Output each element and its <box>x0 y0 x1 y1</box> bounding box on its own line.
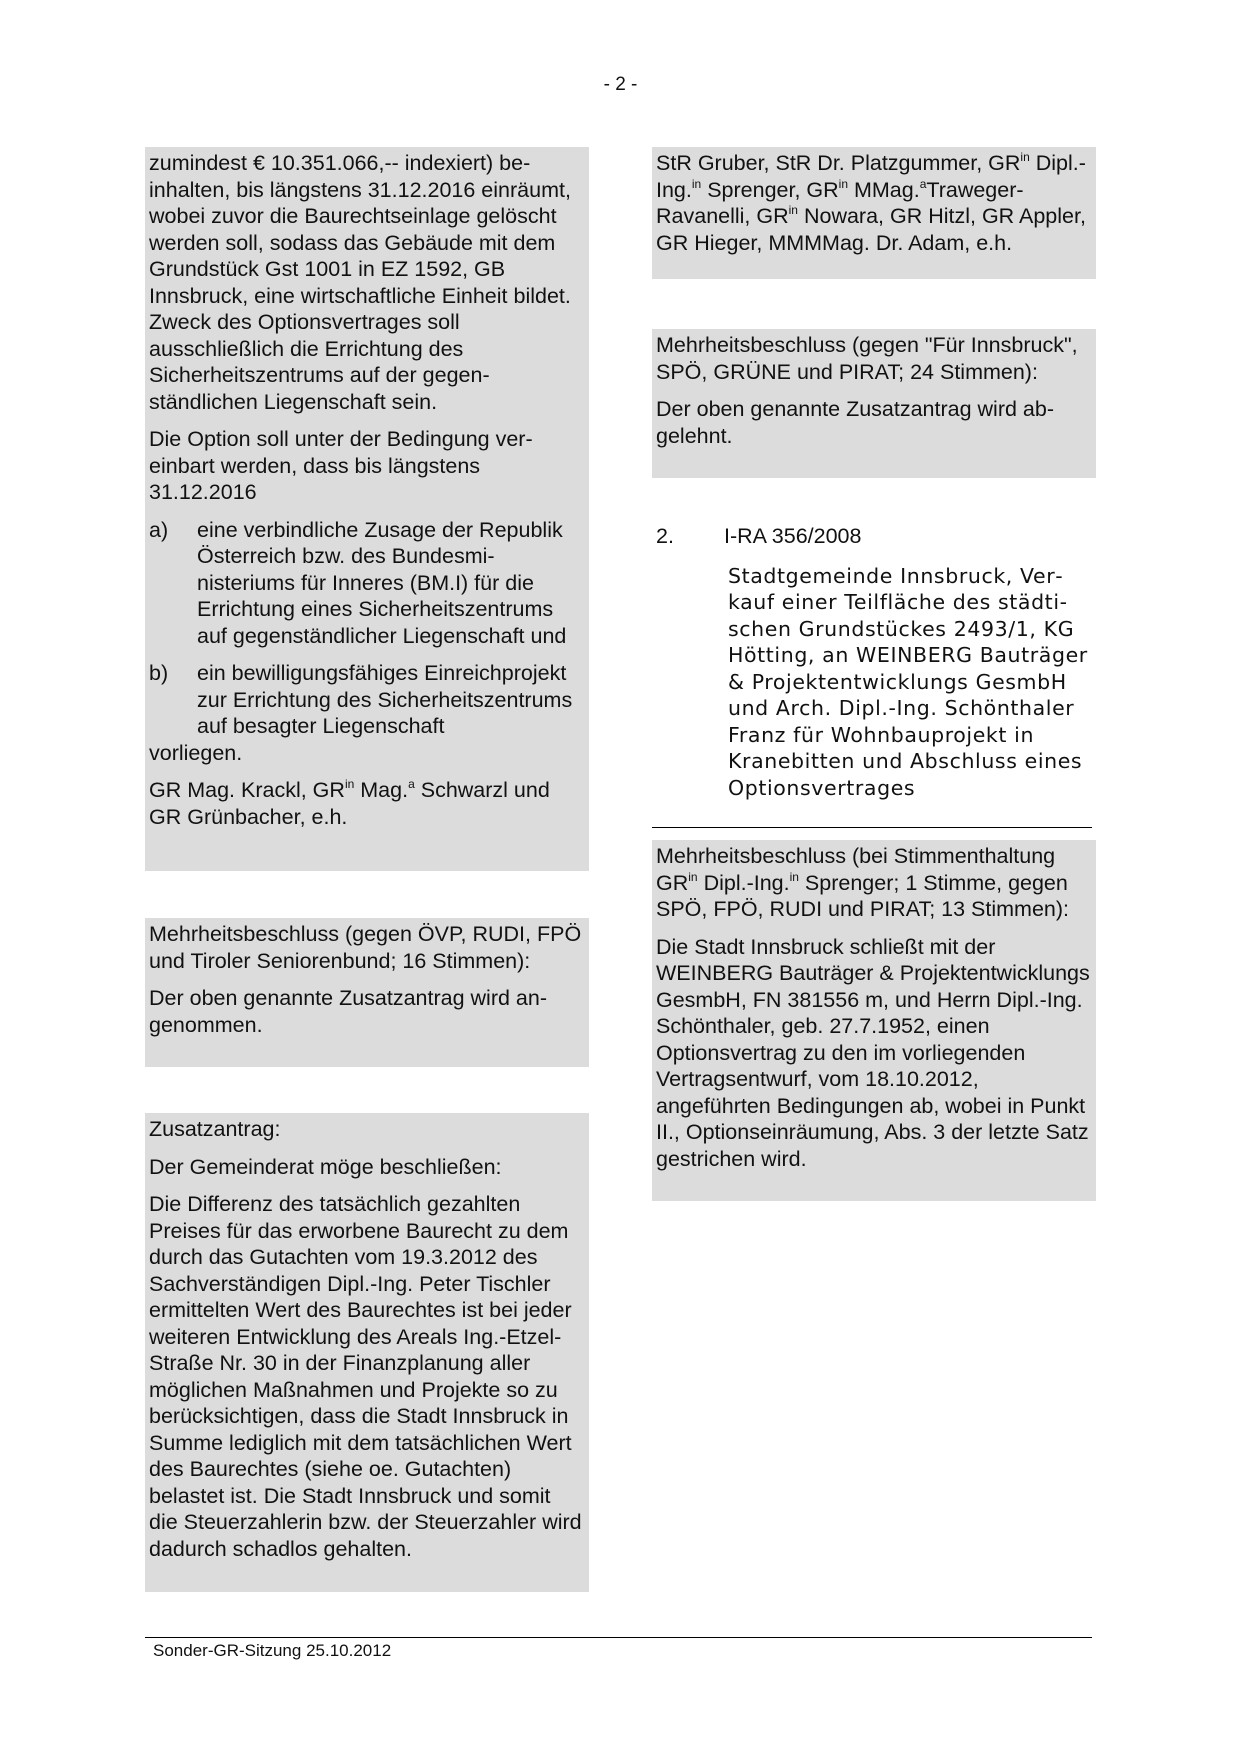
resolution-vote: Mehrheitsbeschluss (gegen ÖVP, RUDI, FPÖ und Tiroler Seniorenbund; 16 Stimmen): <box>149 922 582 973</box>
resolution-vote: Mehrheitsbeschluss (gegen "Für Innsbruck", SPÖ, GRÜNE und PIRAT; 24 Stimmen): <box>656 333 1078 384</box>
list-label: a) <box>149 517 169 542</box>
additional-motion-text: Die Differenz des tatsächlich gezahlten Preises für das erworbene Baurecht zu dem durch das Gutachten vom 19.3.2012 des Sachverständigen Dipl.-Ing. Peter Tischler ermittelten Wert des Baurechtes ist bei jeder weiteren Entwicklung des Areals Ing.-Etzel-Straße Nr. 30 in der Finanzplanung aller möglichen Maßnahmen und Projekte so zu berücksichtigen, dass die Stadt Innsbruck in Summe lediglich mit dem tatsächlichen Wert des Baurechtes (siehe oe. Gutachten) belastet ist. Die Stadt Innsbruck und somit die Steuerzahlerin bzw. der Steuerzahler wird dadurch schadlos gehalten. <box>149 1192 582 1561</box>
list-label: b) <box>149 661 169 685</box>
right-decision-block <box>652 840 1096 1201</box>
motion-paragraph: zumindest € 10.351.066,-- indexiert) beinhalten, bis längstens 31.12.2016 einräumt, wobei zuvor die Baurechtseinlage gelöscht werden soll, sodass das Gebäude mit dem Grundstück Gst 1001 in EZ 1592, GB Innsbruck, eine wirtschaftliche Einheit bildet. Zweck des Optionsvertrages soll ausschließlich die Errichtung des Sicherheitszentrums auf der gegenständlichen Liegenschaft sein. <box>149 151 571 414</box>
additional-motion-heading: Zusatzantrag: <box>149 1117 281 1141</box>
footer-text: Sonder-GR-Sitzung 25.10.2012 <box>153 1641 392 1660</box>
agenda-number: 2. <box>656 524 674 548</box>
footer-divider <box>145 1637 1092 1638</box>
signatories: StR Gruber, StR Dr. Platzgummer, $GR^{in}$ Dipl.-Ing.$^{in}$ Sprenger, $GR^{in}$ MMag.$^a$Traweger-Ravanelli, $GR^{in}$ Nowara, GR Hitzl, GR Appler, GR Hieger, MMMMag. Dr. Adam, e.h. <box>656 150 1086 255</box>
page-number: - 2 - <box>603 74 638 95</box>
right-resolution-block <box>652 329 1096 478</box>
agenda-item <box>652 523 1092 801</box>
agenda-code: I-RA 356/2008 <box>724 524 862 548</box>
signatories: GR Mag. Krackl, $GR^{in}$ Mag.$^a$ Schwarzl und GR Grünbacher, e.h. <box>149 777 550 829</box>
motion-condition: Die Option soll unter der Bedingung vereinbart werden, dass bis längstens 31.12.2016 <box>149 427 533 504</box>
additional-motion-intro: Der Gemeinderat möge beschließen: <box>149 1154 502 1179</box>
left-resolution-block <box>145 918 589 1067</box>
agenda-title: Stadtgemeinde Innsbruck, Verkauf einer Teilfläche des städtischen Grundstückes 2493/1, KG Hötting, an WEINBERG Bauträger & Projektentwicklungs GesmbH und Arch. Dipl.-Ing. Schönthaler Franz für Wohnbauprojekt in Kranebitten und Abschluss eines Optionsvertrages <box>728 563 1088 800</box>
decision-vote: Mehrheitsbeschluss (bei Stimmenthaltung $GR^{in}$ Dipl.-Ing.$^{in}$ Sprenger; 1 Stimme, gegen SPÖ, FPÖ, RUDI und PIRAT; 13 Stimmen): <box>656 844 1069 921</box>
list-text: ein bewilligungsfähiges Einreichprojekt zur Errichtung des Sicherheitszentrums auf besagter Liegenschaft <box>197 661 573 738</box>
left-additional-motion-block <box>145 1113 589 1592</box>
motion-closing: vorliegen. <box>149 740 243 765</box>
resolution-result: Der oben genannte Zusatzantrag wird angenommen. <box>149 986 548 1037</box>
right-signatories-block <box>652 147 1096 279</box>
resolution-result: Der oben genannte Zusatzantrag wird abgelehnt. <box>656 397 1055 448</box>
list-text: eine verbindliche Zusage der Republik Österreich bzw. des Bundesministeriums für Inneres (BM.I) für die Errichtung eines Sicherheitszentrums auf gegenständlicher Liegenschaft und <box>197 517 567 648</box>
list-item-a <box>149 517 585 650</box>
decision-text: Die Stadt Innsbruck schließt mit der WEINBERG Bauträger & Projektentwicklungs GesmbH, FN 381556 m, und Herrn Dipl.-Ing. Schönthaler, geb. 27.7.1952, einen Optionsvertrag zu den im vorliegenden Vertragsentwurf, vom 18.10.2012, angeführten Bedingungen ab, wobei in Punkt II., Optionseinräumung, Abs. 3 der letzte Satz gestrichen wird. <box>656 934 1090 1171</box>
left-motion-block <box>145 147 589 871</box>
agenda-divider <box>652 827 1092 828</box>
list-item-b <box>149 660 585 740</box>
